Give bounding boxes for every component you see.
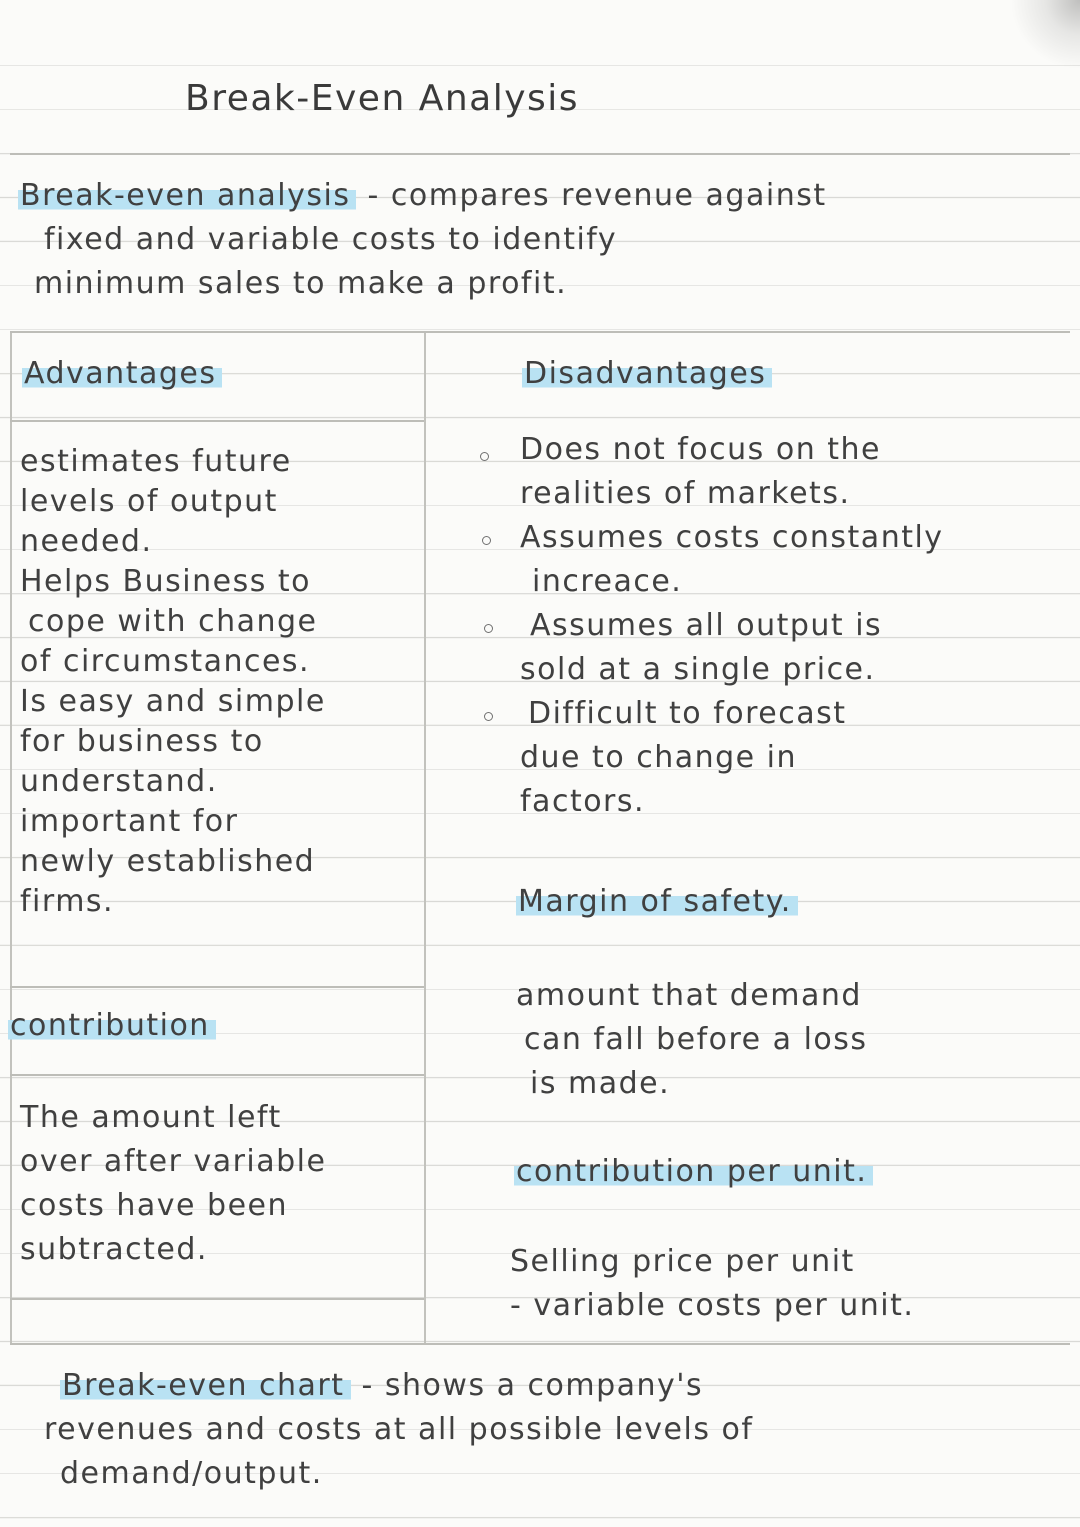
break-even-chart-block	[44, 1364, 754, 1496]
advantage-line: firms.	[20, 884, 115, 919]
disadvantages-list	[520, 428, 944, 824]
contribution-line: The amount left	[20, 1100, 282, 1135]
advantage-line: Helps Business to	[20, 564, 312, 599]
break-even-chart-text: - shows a company's	[350, 1368, 704, 1403]
disadvantage-line: Does not focus on the	[520, 432, 881, 467]
disadvantage-line: increace.	[532, 564, 683, 599]
advantage-line: important for	[20, 804, 239, 839]
bullet-icon	[480, 452, 489, 461]
definition-term: Break-even analysis	[18, 178, 356, 213]
contribution-line: costs have been	[20, 1188, 289, 1223]
contribution-per-unit-line: Selling price per unit	[510, 1244, 855, 1279]
bullet-icon	[482, 536, 491, 545]
divider-contribution-top	[10, 986, 424, 988]
divider-table-top	[10, 331, 1070, 333]
advantage-line: Is easy and simple	[20, 684, 326, 719]
contribution-heading	[8, 1004, 216, 1048]
break-even-chart-line-2: revenues and costs at all possible levels of	[44, 1412, 754, 1447]
advantages-heading-text: Advantages	[22, 356, 222, 391]
disadvantage-line: Difficult to forecast	[528, 696, 847, 731]
margin-of-safety-line: is made.	[530, 1066, 671, 1101]
definition-line-3: minimum sales to make a profit.	[34, 266, 568, 301]
disadvantage-line: sold at a single price.	[520, 652, 876, 687]
margin-of-safety-line: can fall before a loss	[524, 1022, 868, 1057]
definition-text: - compares revenue against	[356, 178, 827, 213]
margin-of-safety-heading-text: Margin of safety.	[516, 884, 798, 919]
contribution-per-unit-heading-text: contribution per unit.	[514, 1154, 873, 1189]
bullet-icon	[484, 712, 493, 721]
break-even-chart-line-3: demand/output.	[60, 1456, 323, 1491]
bullet-icon	[484, 624, 493, 633]
disadvantage-line: due to change in	[520, 740, 797, 775]
advantage-line: of circumstances.	[20, 644, 311, 679]
disadvantage-line: realities of markets.	[520, 476, 851, 511]
disadvantage-line: Assumes costs constantly	[520, 520, 944, 555]
advantage-line: cope with change	[28, 604, 318, 639]
column-divider	[424, 333, 426, 1343]
break-even-chart-line-1	[60, 1364, 753, 1408]
advantage-line: estimates future	[20, 444, 292, 479]
break-even-chart-term: Break-even chart	[60, 1368, 351, 1403]
contribution-per-unit-heading	[514, 1150, 873, 1194]
definition-line-1	[18, 174, 827, 218]
contribution-heading-text: contribution	[8, 1008, 216, 1043]
advantage-line: for business to	[20, 724, 264, 759]
page-title: Break-Even Analysis	[185, 78, 580, 119]
page-corner-shadow	[1010, 0, 1080, 70]
disadvantage-line: factors.	[520, 784, 646, 819]
divider-table-bottom	[10, 1343, 1070, 1345]
contribution-block	[20, 1096, 326, 1272]
disadvantages-heading	[522, 352, 772, 396]
left-edge	[10, 333, 12, 1343]
advantages-heading	[22, 352, 222, 396]
margin-of-safety-block	[516, 974, 868, 1106]
advantage-line: newly established	[20, 844, 316, 879]
advantage-line: understand.	[20, 764, 218, 799]
margin-of-safety-heading	[516, 880, 798, 924]
disadvantages-heading-text: Disadvantages	[522, 356, 772, 391]
definition-block	[18, 174, 827, 306]
advantages-list	[20, 440, 326, 920]
disadvantage-line: Assumes all output is	[530, 608, 883, 643]
divider-title	[10, 153, 1070, 155]
contribution-line: subtracted.	[20, 1232, 208, 1267]
definition-line-2: fixed and variable costs to identify	[44, 222, 618, 257]
contribution-line: over after variable	[20, 1144, 327, 1179]
advantage-line: needed.	[20, 524, 153, 559]
divider-contribution	[10, 1074, 424, 1076]
advantage-line: levels of output	[20, 484, 278, 519]
margin-of-safety-line: amount that demand	[516, 978, 862, 1013]
contribution-per-unit-line: - variable costs per unit.	[510, 1288, 915, 1323]
contribution-per-unit-block	[510, 1240, 914, 1328]
divider-advantages	[10, 420, 424, 422]
divider-bottom-left	[10, 1298, 424, 1300]
